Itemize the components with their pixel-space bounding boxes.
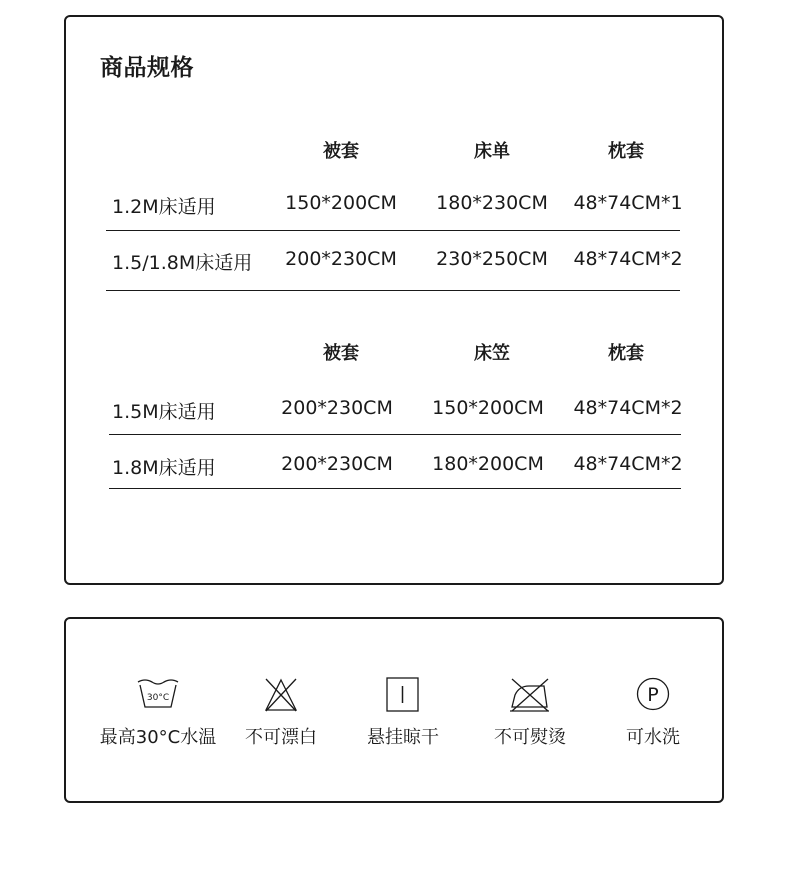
wash-30-glyph: 30°C [146,693,170,703]
table1-divider-1 [106,230,680,231]
no-bleach-icon [258,677,304,713]
table1-row1-label: 1.2M床适用 [112,196,216,218]
table2-row1-pillowcase: 48*74CM*2 [573,397,683,419]
care-label-hang-dry: 悬挂晾干 [367,727,439,748]
table1-divider-2 [106,290,680,291]
table2-row1-fitted-sheet: 150*200CM [432,397,544,419]
water-wash-icon [630,677,676,713]
care-item-no-bleach [216,677,346,749]
table1-row2-pillowcase: 48*74CM*2 [573,248,683,270]
table2-row2-pillowcase: 48*74CM*2 [573,453,683,475]
spec-title: 商品规格 [100,55,194,81]
table2-header-duvet: 被套 [323,343,359,364]
care-label-no-iron: 不可熨烫 [494,727,566,748]
table1-header-sheet: 床单 [474,141,510,162]
table2-header-fitted-sheet: 床笠 [474,343,510,364]
table2-row1-label: 1.5M床适用 [112,401,216,423]
care-label-no-bleach: 不可漂白 [245,727,317,748]
table1-header-pillowcase: 枕套 [608,141,644,162]
table2-divider-1 [109,434,681,435]
table2-row2-fitted-sheet: 180*200CM [432,453,544,475]
table1-row1-pillowcase: 48*74CM*1 [573,192,683,214]
no-iron-icon [507,677,553,713]
table2-row2-label: 1.8M床适用 [112,457,216,479]
table1-row2-sheet: 230*250CM [436,248,548,270]
care-item-water-wash [588,677,718,749]
care-item-no-iron [465,677,595,749]
table1-header-duvet: 被套 [323,141,359,162]
water-wash-glyph: P [647,684,659,706]
table1-row2-label: 1.5/1.8M床适用 [112,252,253,274]
table2-divider-2 [109,488,681,489]
table1-row2-duvet: 200*230CM [285,248,397,270]
care-panel [64,617,724,803]
wash-30-icon [135,677,181,713]
hang-dry-icon [380,677,426,713]
care-item-hang-dry [338,677,468,749]
care-label-water-wash: 可水洗 [626,727,680,748]
table1-row1-duvet: 150*200CM [285,192,397,214]
care-label-wash-30: 最高30°C水温 [99,727,217,748]
table2-row2-duvet: 200*230CM [281,453,393,475]
spec-panel [64,15,724,585]
care-item-wash-30 [93,677,223,749]
table2-header-pillowcase: 枕套 [608,343,644,364]
table2-row1-duvet: 200*230CM [281,397,393,419]
table1-row1-sheet: 180*230CM [436,192,548,214]
